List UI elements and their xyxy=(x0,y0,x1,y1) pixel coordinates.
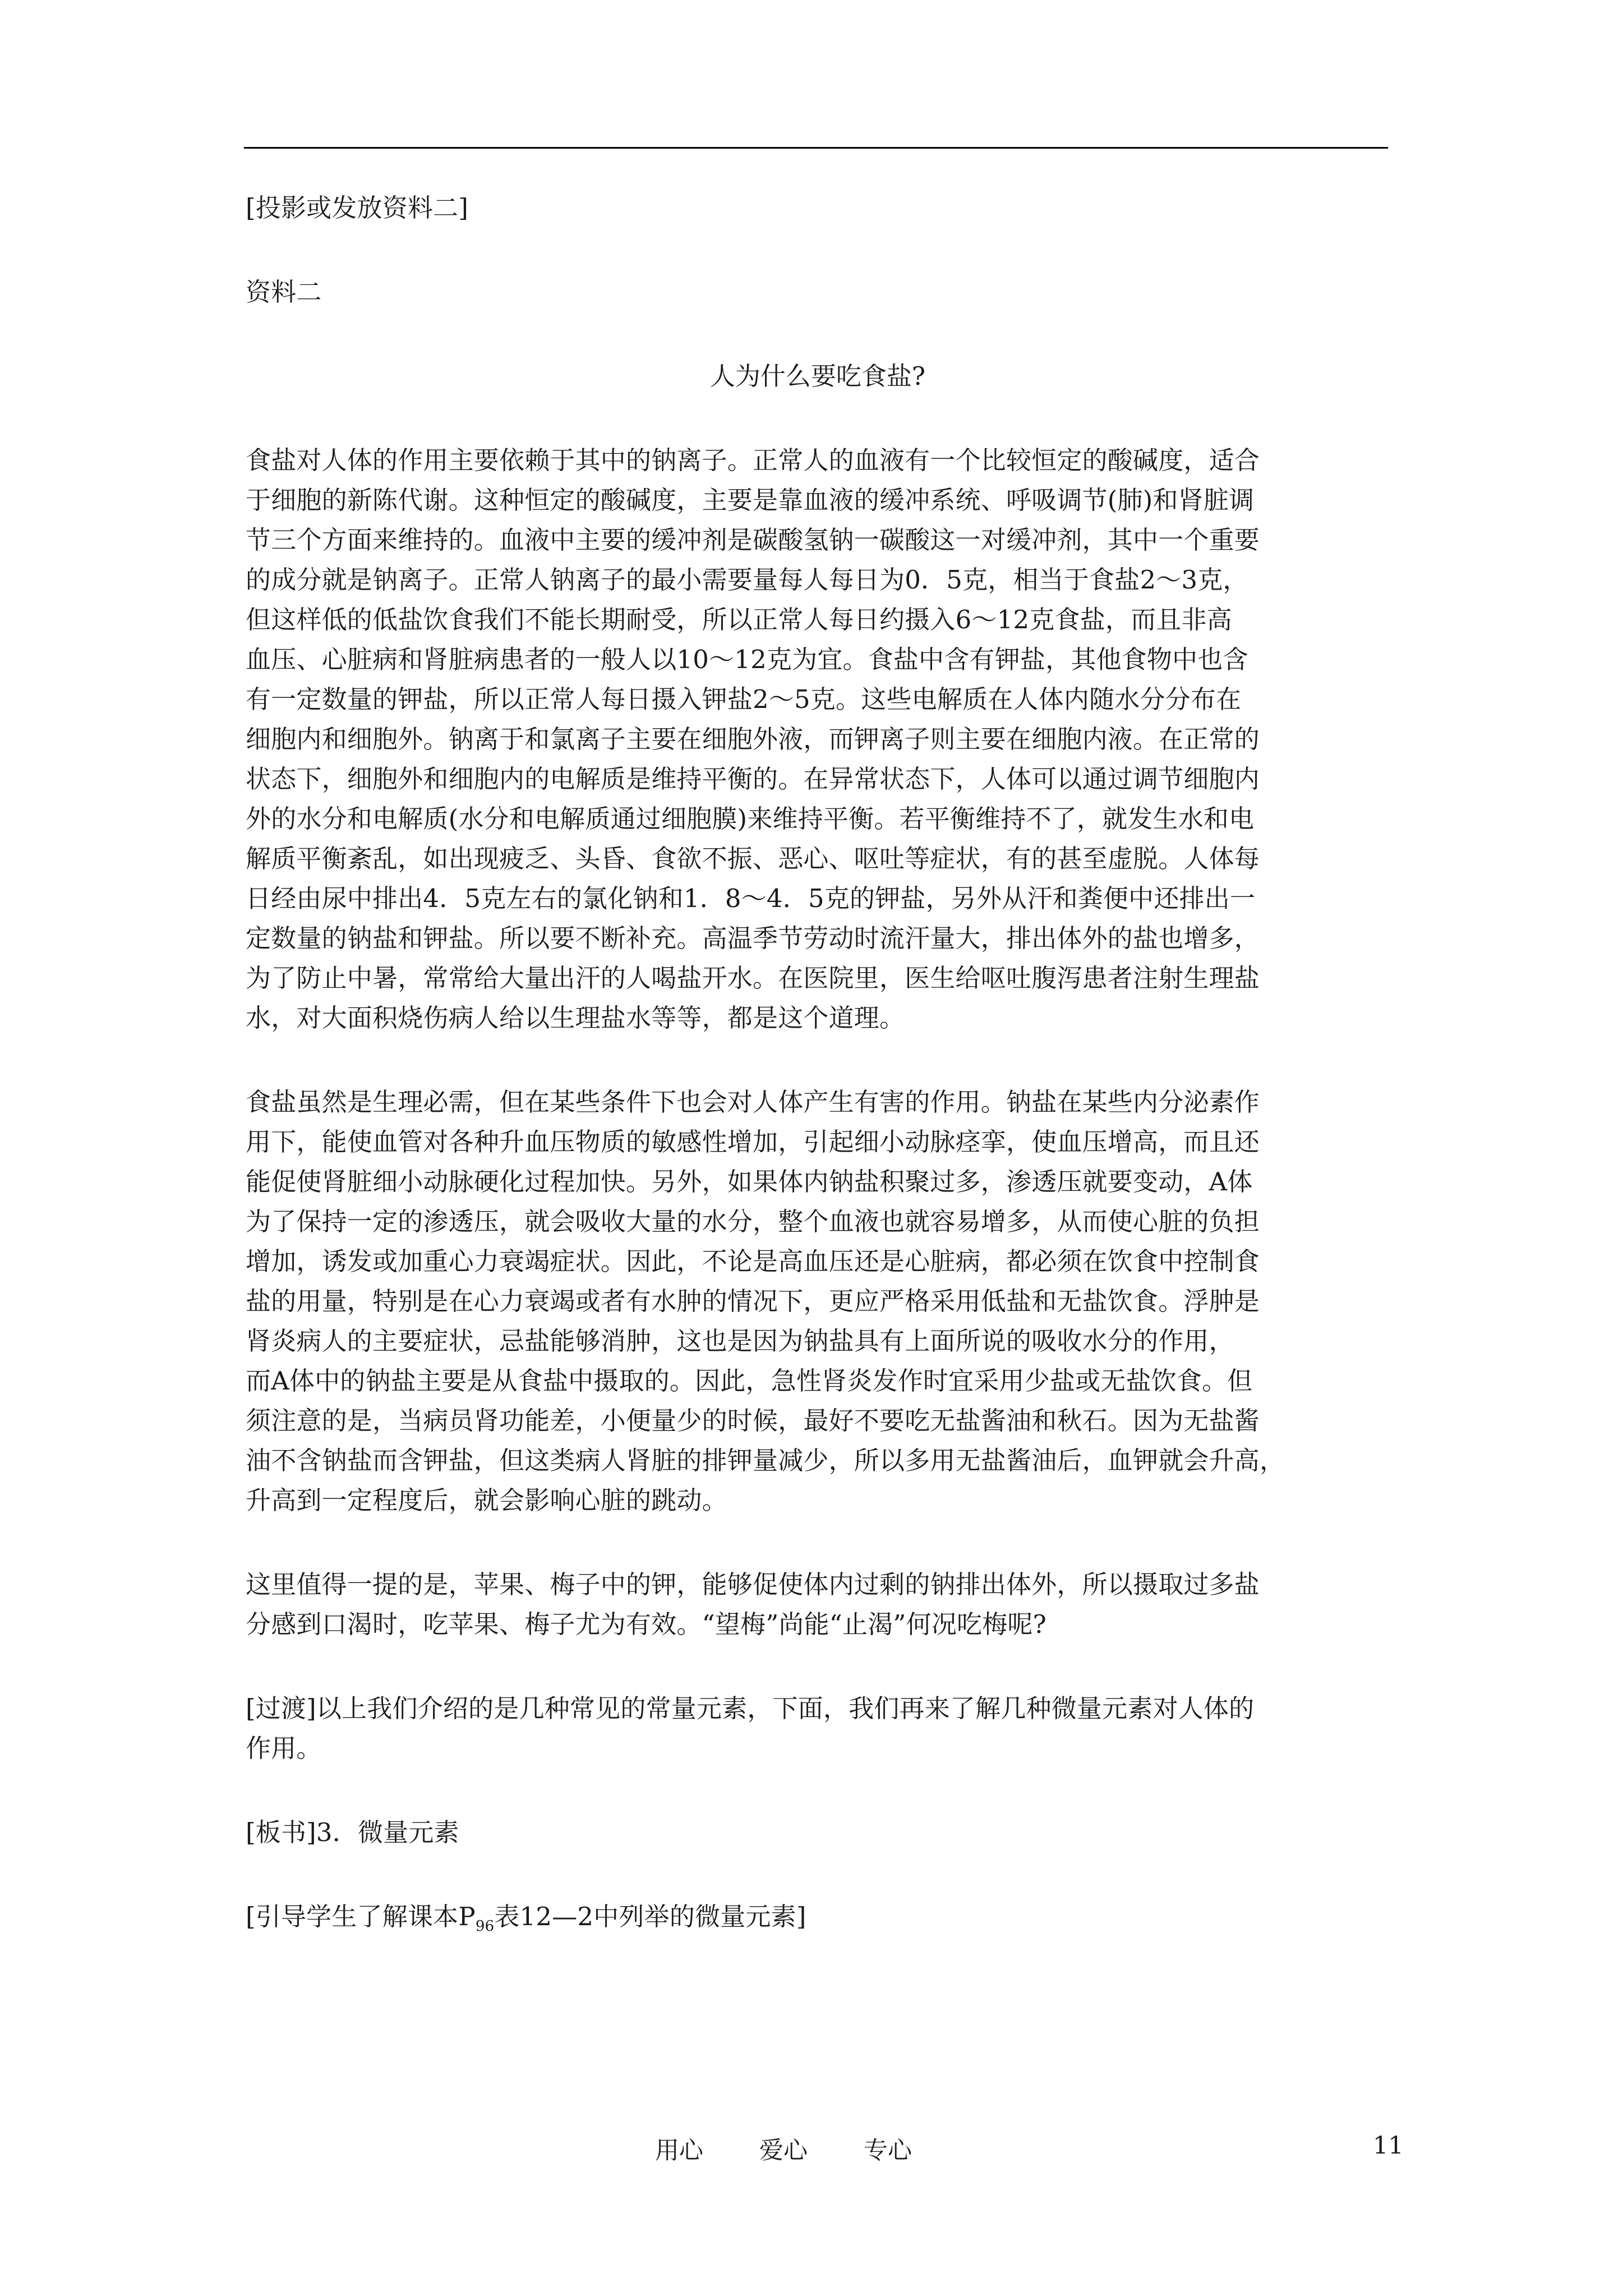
guide-note xyxy=(246,1897,1390,1947)
text-line: 为了保持一定的渗透压，就会吸收大量的水分，整个血液也就容易增多，从而使心脏的负担 xyxy=(246,1207,1260,1236)
text-line: 升高到一定程度后，就会影响心脏的跳动。 xyxy=(246,1485,727,1515)
transition-paragraph xyxy=(246,1688,1390,1768)
text-line: 分感到口渴时，吃苹果、梅子尤为有效。“望梅”尚能“止渴”何况吃梅呢? xyxy=(246,1609,1046,1639)
text-line: 定数量的钠盐和钾盐。所以要不断补充。高温季节劳动时流汗量大，排出体外的盐也增多， xyxy=(246,923,1260,953)
text-line: 为了防止中暑，常常给大量出汗的人喝盐开水。在医院里，医生给呕吐腹泻患者注射生理盐 xyxy=(246,963,1260,993)
text-line: 水，对大面积烧伤病人给以生理盐水等等，都是这个道理。 xyxy=(246,1003,905,1033)
text-line: 增加，诱发或加重心力衰竭症状。因此，不论是高血压还是心脏病，都必须在饮食中控制食 xyxy=(246,1246,1260,1276)
text-line: 细胞内和细胞外。钠离于和氯离子主要在细胞外液，而钾离子则主要在细胞内液。在正常的 xyxy=(246,724,1260,754)
text-line: 于细胞的新陈代谢。这种恒定的酸碱度，主要是靠血液的缓冲系统、呼吸调节(肺)和肾脏调 xyxy=(246,485,1255,515)
footer-word: 爱心 xyxy=(759,2137,808,2165)
text-line: 而A体中的钠盐主要是从食盐中摄取的。因此，急性肾炎发作时宜采用少盐或无盐饮食。但 xyxy=(246,1366,1253,1396)
page-subscript: 96 xyxy=(475,1918,495,1935)
text-line: 食盐对人体的作用主要依赖于其中的钠离子。正常人的血液有一个比较恒定的酸碱度，适合 xyxy=(246,445,1260,475)
footer-word: 用心 xyxy=(655,2137,703,2165)
text-line: 状态下，细胞外和细胞内的电解质是维持平衡的。在异常状态下，人体可以通过调节细胞内 xyxy=(246,764,1260,794)
header-rule xyxy=(244,147,1388,149)
section-label: 资料二 xyxy=(246,277,322,307)
article-title: 人为什么要吃食盐? xyxy=(709,361,926,391)
text-line: 能促使肾脏细小动脉硬化过程加快。另外，如果体内钠盐积聚过多，渗透压就要变动，A体 xyxy=(246,1167,1253,1197)
text-line: 有一定数量的钾盐，所以正常人每日摄入钾盐2～5克。这些电解质在人体内随水分分布在 xyxy=(246,684,1242,714)
text-line: 须注意的是，当病员肾功能差，小便量少的时候，最好不要吃无盐酱油和秋石。因为无盐酱 xyxy=(246,1406,1260,1435)
text-line: 肾炎病人的主要症状，忌盐能够消肿，这也是因为钠盐具有上面所说的吸收水分的作用， xyxy=(246,1326,1234,1356)
text-line: 食盐虽然是生理必需，但在某些条件下也会对人体产生有害的作用。钠盐在某些内分泌素作 xyxy=(246,1087,1260,1117)
text-line: 外的水分和电解质(水分和电解质通过细胞膜)来维持平衡。若平衡维持不了，就发生水和电 xyxy=(246,804,1255,834)
text-line: 油不含钠盐而含钾盐，但这类病人肾脏的排钾量减少，所以多用无盐酱油后，血钾就会升高， xyxy=(246,1446,1285,1475)
text-line: 的成分就是钠离子。正常人钠离子的最小需要量每人每日为0．5克，相当于食盐2～3克， xyxy=(246,565,1248,595)
text-line: 盐的用量，特别是在心力衰竭或者有水肿的情况下，更应严格采用低盐和无盐饮食。浮肿是 xyxy=(246,1286,1260,1316)
text-line: 血压、心脏病和肾脏病患者的一般人以10～12克为宜。食盐中含有钾盐，其他食物中也含 xyxy=(246,645,1248,674)
text-line: [过渡]以上我们介绍的是几种常见的常量元素，下面，我们再来了解几种微量元素对人体的 xyxy=(246,1694,1255,1723)
guide-note-after: 表12—2中列举的微量元素] xyxy=(494,1902,806,1931)
page-number: 11 xyxy=(1373,2132,1404,2160)
footer-motto xyxy=(655,2132,912,2166)
paragraph-3 xyxy=(246,1565,1390,1644)
text-line: 用下，能使血管对各种升血压物质的敏感性增加，引起细小动脉痉挛，使血压增高，而且还 xyxy=(246,1127,1260,1157)
footer-word: 专心 xyxy=(864,2137,912,2165)
text-line: 这里值得一提的是，苹果、梅子中的钾，能够促使体内过剩的钠排出体外，所以摄取过多盐 xyxy=(246,1570,1260,1599)
paragraph-1 xyxy=(246,440,1390,1038)
page-footer xyxy=(0,2132,1623,2171)
text-line: 节三个方面来维持的。血液中主要的缓冲剂是碳酸氢钠一碳酸这一对缓冲剂，其中一个重要 xyxy=(246,525,1260,555)
projection-note: [投影或发放资料二] xyxy=(246,193,469,223)
text-line: 作用。 xyxy=(246,1733,322,1763)
page-content xyxy=(246,188,1390,1947)
text-line: 日经由尿中排出4．5克左右的氯化钠和1．8～4．5克的钾盐，另外从汗和粪便中还排出一 xyxy=(246,884,1256,913)
text-line: 但这样低的低盐饮食我们不能长期耐受，所以正常人每日约摄入6～12克食盐，而且非高 xyxy=(246,605,1232,634)
paragraph-2 xyxy=(246,1082,1390,1520)
guide-note-before: [引导学生了解课本P xyxy=(246,1902,476,1931)
board-note: [板书]3．微量元素 xyxy=(246,1818,459,1847)
text-line: 解质平衡紊乱，如出现疲乏、头昏、食欲不振、恶心、呕吐等症状，有的甚至虚脱。人体每 xyxy=(246,844,1260,873)
